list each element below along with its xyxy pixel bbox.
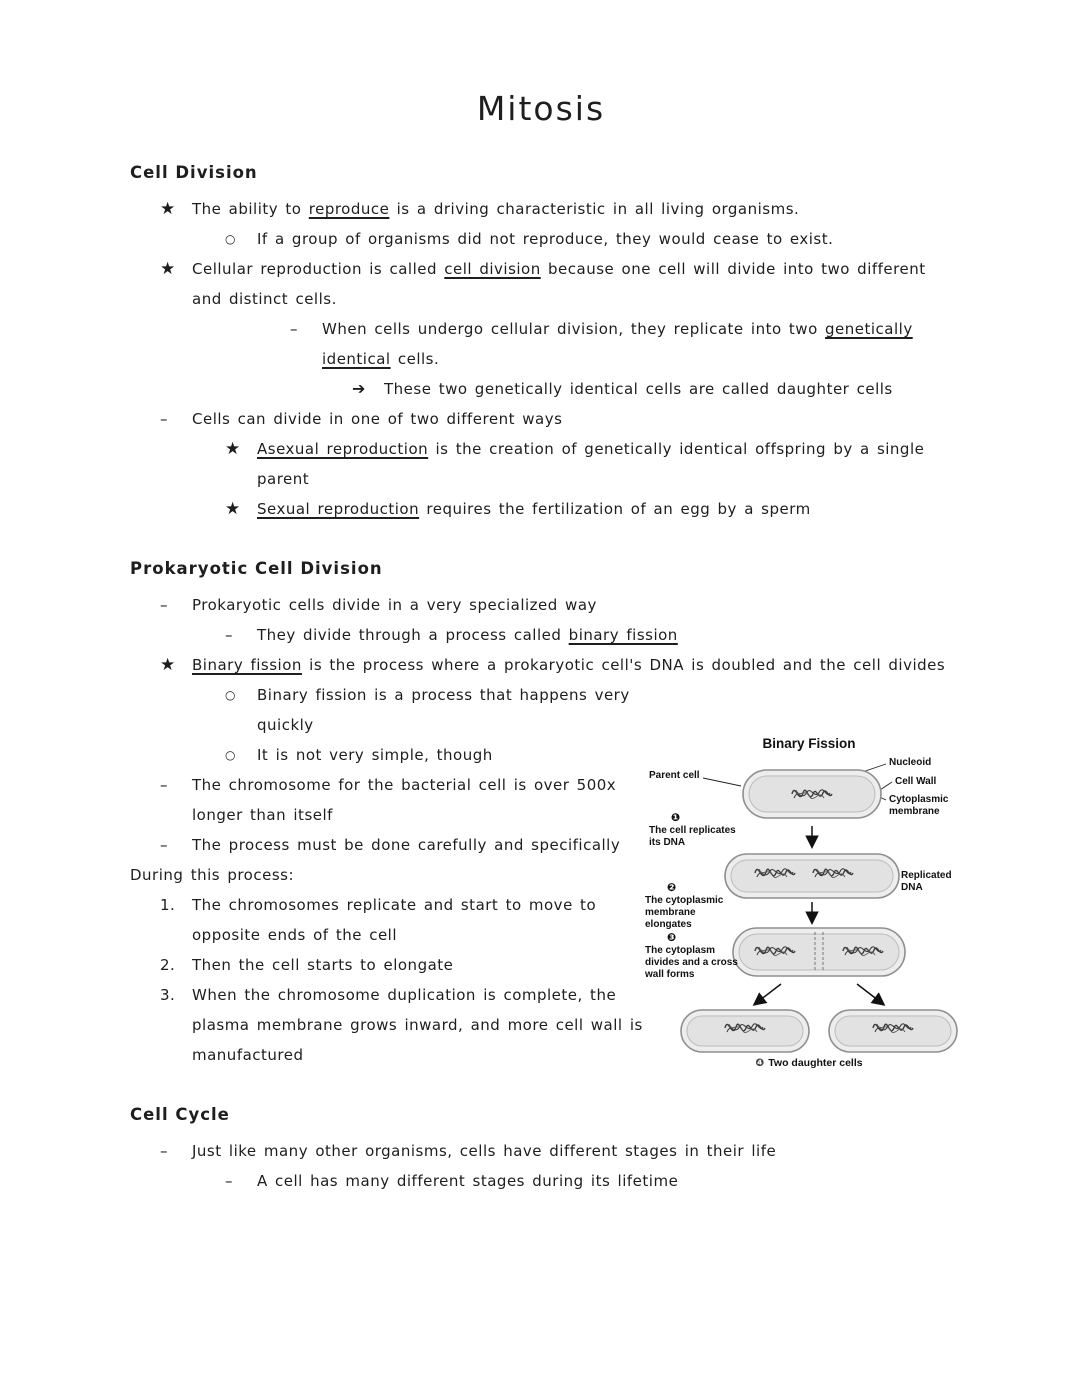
note-line <box>130 620 952 650</box>
label-cytoplasmic-membrane: Cytoplasmic membrane <box>889 794 949 817</box>
step-2-marker: ❷ <box>667 881 677 894</box>
note-line <box>130 254 952 314</box>
section-cell-division <box>130 158 952 524</box>
step-4-label: Two daughter cells <box>768 1057 863 1069</box>
text-segment: Cellular reproduction is called <box>192 260 445 278</box>
page-title: Mitosis <box>476 89 606 128</box>
note-line <box>130 650 952 680</box>
note-line <box>130 494 952 524</box>
bullet-marker: – <box>160 410 168 428</box>
note-line <box>130 890 645 950</box>
note-line <box>130 374 952 404</box>
bullet-marker: ★ <box>160 259 176 279</box>
bullet-marker: 3. <box>160 986 176 1004</box>
daughter-cell-left-shape <box>681 1010 809 1052</box>
text-segment: is the process where a prokaryotic cell's DNA is doubled and the cell divides <box>301 656 946 674</box>
bullet-marker: – <box>225 626 233 644</box>
diagram-step-4 <box>643 1057 975 1069</box>
notes-list <box>130 680 645 1070</box>
bullet-marker: ★ <box>225 499 241 519</box>
step-1-marker: ❶ <box>671 811 681 824</box>
underlined-term: binary fission <box>568 626 678 644</box>
step-3-marker: ❸ <box>667 931 677 944</box>
arrow-split-left <box>755 984 781 1004</box>
notes-list <box>130 1136 952 1196</box>
bullet-marker: – <box>160 1142 168 1160</box>
underlined-term: cell division <box>444 260 541 278</box>
underlined-term: reproduce <box>308 200 390 218</box>
daughter-cell-right-shape <box>829 1010 957 1052</box>
note-text <box>192 1136 952 1166</box>
note-text <box>257 1166 952 1196</box>
bullet-marker: 1. <box>160 896 176 914</box>
note-text <box>257 620 952 650</box>
text-segment: It is not very simple, though <box>257 746 493 764</box>
step-4-marker: ❹ <box>755 1057 765 1069</box>
note-line <box>130 980 645 1070</box>
note-text <box>192 980 645 1070</box>
section-cell-cycle <box>130 1100 952 1196</box>
note-text <box>257 740 645 770</box>
step-3-label: The cytoplasm divides and a cross wall forms <box>645 945 738 980</box>
note-line <box>130 770 645 830</box>
diagram-step-2 <box>645 882 743 931</box>
label-nucleoid: Nucleoid <box>889 757 932 768</box>
text-segment: If a group of organisms did not reproduce, they would cease to exist. <box>257 230 834 248</box>
bullet-marker: ★ <box>160 199 176 219</box>
bullet-marker: – <box>160 836 168 854</box>
underlined-term: Asexual reproduction <box>257 440 429 458</box>
bullet-marker: ➔ <box>352 379 366 398</box>
bullet-marker: ★ <box>160 655 176 675</box>
note-line <box>130 950 645 980</box>
text-segment: When cells undergo cellular division, they replicate into two <box>322 320 826 338</box>
note-text <box>192 950 645 980</box>
note-line <box>130 860 645 890</box>
text-segment: The ability to <box>192 200 309 218</box>
note-text <box>192 404 952 434</box>
diagram-step-1 <box>649 812 749 849</box>
note-text <box>192 650 952 680</box>
note-text <box>192 254 952 314</box>
bullet-marker: ★ <box>225 439 241 459</box>
section-prokaryotic-cell-division <box>130 554 952 1070</box>
bullet-marker: ○ <box>225 688 236 702</box>
note-text <box>192 890 645 950</box>
text-segment: Cells can divide in one of two different ways <box>192 410 563 428</box>
step-1-label: The cell replicates its DNA <box>649 825 736 848</box>
step-2-label: The cytoplasmic membrane elongates <box>645 895 724 930</box>
bullet-marker: – <box>225 1172 233 1190</box>
notes-list <box>130 194 952 524</box>
label-cell-wall: Cell Wall <box>895 776 937 787</box>
text-segment: because one cell will divide into two different and distinct cells. <box>192 260 926 308</box>
text-segment: requires the fertilization of an egg by a sperm <box>419 500 811 518</box>
note-text <box>257 434 952 494</box>
text-segment: These two genetically identical cells are called daughter cells <box>384 380 893 398</box>
note-line <box>130 224 952 254</box>
parent-cell-shape <box>743 770 881 818</box>
note-text <box>257 224 952 254</box>
label-parent-cell: Parent cell <box>649 770 700 781</box>
underlined-term: Sexual reproduction <box>257 500 420 518</box>
bullet-marker: ○ <box>225 748 236 762</box>
text-segment: During this process: <box>130 866 295 884</box>
diagram-step-3 <box>645 932 740 981</box>
note-line <box>130 680 645 740</box>
note-text <box>322 314 952 374</box>
text-segment: is the creation of genetically identical offspring by a single parent <box>257 440 925 488</box>
section-heading-prokaryotic: Prokaryotic Cell Division <box>130 559 383 578</box>
note-text <box>384 374 952 404</box>
bullet-marker: – <box>160 596 168 614</box>
diagram-title: Binary Fission <box>762 736 856 751</box>
note-text <box>130 860 645 890</box>
note-line <box>130 590 952 620</box>
note-text <box>192 830 645 860</box>
text-segment: is a driving characteristic in all living organisms. <box>389 200 800 218</box>
label-replicated-dna: Replicated DNA <box>901 870 952 893</box>
note-line <box>130 1136 952 1166</box>
note-text <box>192 770 645 830</box>
section-heading-cell-division: Cell Division <box>130 163 258 182</box>
text-segment: A cell has many different stages during its lifetime <box>257 1172 679 1190</box>
text-segment: Then the cell starts to elongate <box>192 956 454 974</box>
text-segment: When the chromosome duplication is complete, the plasma membrane grows inward, and more cell wall is manufactured <box>192 986 643 1064</box>
text-segment: They divide through a process called <box>257 626 569 644</box>
note-line <box>130 404 952 434</box>
text-segment: Binary fission is a process that happens very quickly <box>257 686 630 734</box>
note-text <box>192 590 952 620</box>
dividing-cell-shape <box>733 928 905 976</box>
bullet-marker: – <box>160 776 168 794</box>
note-line <box>130 1166 952 1196</box>
underlined-term: genetically identical <box>322 320 913 368</box>
note-line <box>130 830 645 860</box>
note-line <box>130 194 952 224</box>
text-segment: The chromosomes replicate and start to move to opposite ends of the cell <box>192 896 597 944</box>
text-segment: Prokaryotic cells divide in a very specialized way <box>192 596 597 614</box>
bullet-marker: ○ <box>225 232 236 246</box>
text-segment: Just like many other organisms, cells have different stages in their life <box>192 1142 777 1160</box>
binary-fission-diagram <box>643 736 975 1074</box>
note-line <box>130 434 952 494</box>
note-text <box>192 194 952 224</box>
notes-list <box>130 590 952 680</box>
text-segment: cells. <box>390 350 440 368</box>
note-line <box>130 740 645 770</box>
bullet-marker: – <box>290 320 298 338</box>
text-segment: The chromosome for the bacterial cell is over 500x longer than itself <box>192 776 617 824</box>
text-segment: The process must be done carefully and specifically <box>192 836 621 854</box>
bullet-marker: 2. <box>160 956 176 974</box>
note-text <box>257 494 952 524</box>
note-line <box>130 314 952 374</box>
underlined-term: Binary fission <box>192 656 302 674</box>
note-text <box>257 680 645 740</box>
replicated-dna-cell-shape <box>725 854 899 898</box>
arrow-split-right <box>857 984 883 1004</box>
section-heading-cell-cycle: Cell Cycle <box>130 1105 230 1124</box>
